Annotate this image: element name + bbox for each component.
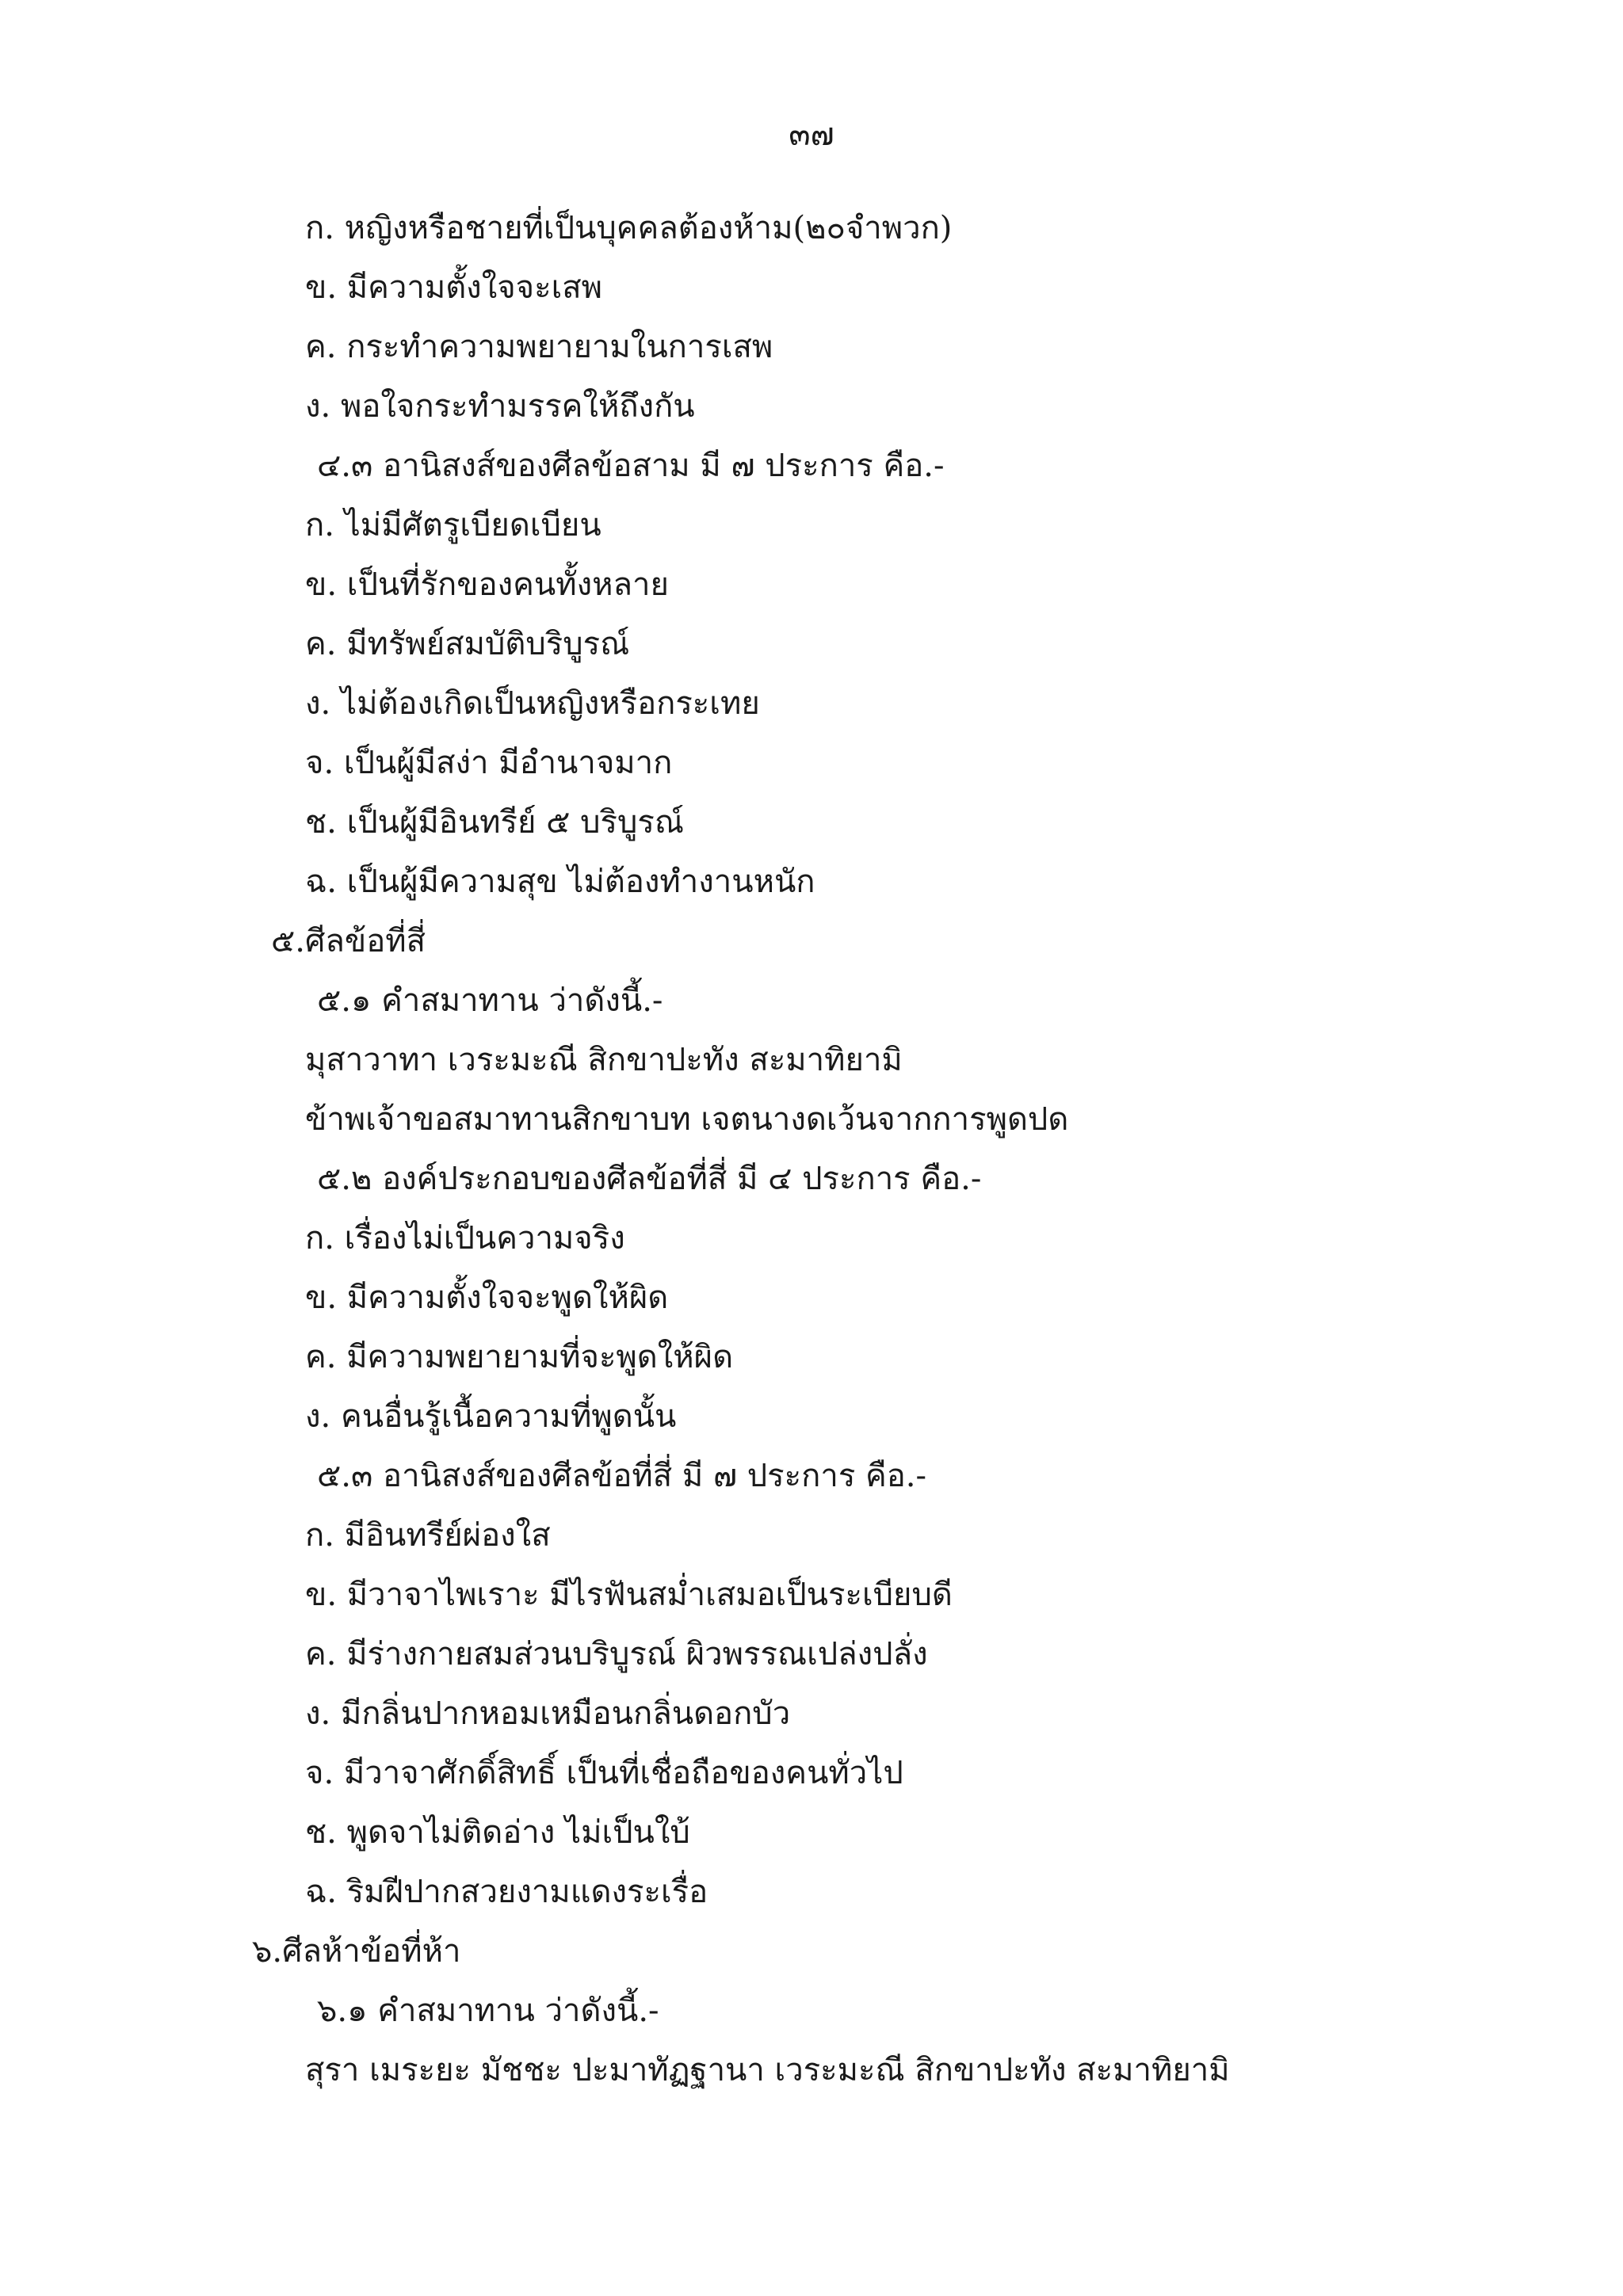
text-line: ข. มีวาจาไพเราะ มีไรฟันสม่ำเสมอเป็นระเบียบดี — [305, 1577, 953, 1613]
text-line: ง. มีกลิ่นปากหอมเหมือนกลิ่นดอกบัว — [305, 1695, 791, 1732]
text-line: จ. มีวาจาศักดิ์สิทธิ์ เป็นที่เชื่อถือของคนทั่วไป — [305, 1755, 903, 1791]
text-line: ค. มีความพยายามที่จะพูดให้ผิด — [305, 1339, 734, 1375]
text-line: ง. คนอื่นรู้เนื้อความที่พูดนั้น — [305, 1398, 677, 1435]
text-line: ช. เป็นผู้มีอินทรีย์ ๕ บริบูรณ์ — [305, 804, 685, 841]
text-line: ค. กระทำความพยายามในการเสพ — [305, 329, 773, 365]
text-line: ก. เรื่องไม่เป็นความจริง — [305, 1220, 625, 1257]
text-line: ฉ. เป็นผู้มีความสุข ไม่ต้องทำงานหนัก — [305, 864, 815, 900]
text-line: สุรา เมระยะ มัชชะ ปะมาทัฏฐานา เวระมะณี สิกขาปะทัง สะมาทิยามิ — [305, 2052, 1230, 2088]
text-line: ค. มีร่างกายสมส่วนบริบูรณ์ ผิวพรรณเปล่งปลั่ง — [305, 1636, 928, 1672]
text-line: ค. มีทรัพย์สมบัติบริบูรณ์ — [305, 626, 630, 662]
text-line: ข. มีความตั้งใจจะพูดให้ผิด — [305, 1280, 669, 1316]
text-line: ช. พูดจาไม่ติดอ่าง ไม่เป็นใบ้ — [305, 1814, 690, 1851]
section-heading: ๖.ศีลห้าข้อที่ห้า — [252, 1933, 461, 1970]
subheading-line: ๕.๓ อานิสงส์ของศีลข้อที่สี่ มี ๗ ประการ คือ.- — [317, 1458, 927, 1494]
text-line: ก. หญิงหรือชายที่เป็นบุคคลต้องห้าม(๒๐จำพวก) — [305, 210, 953, 246]
text-line: ข. เป็นที่รักของคนทั้งหลาย — [305, 566, 669, 603]
subheading-line: ๕.๑ คำสมาทาน ว่าดังนี้.- — [317, 982, 663, 1019]
text-line: ข. มีความตั้งใจจะเสพ — [305, 269, 603, 306]
section-heading: ๕.ศีลข้อที่สี่ — [271, 923, 426, 959]
text-line: จ. เป็นผู้มีสง่า มีอำนาจมาก — [305, 745, 673, 781]
subheading-line: ๕.๒ องค์ประกอบของศีลข้อที่สี่ มี ๔ ประการ คือ.- — [317, 1161, 982, 1197]
subheading-line: ๔.๓ อานิสงส์ของศีลข้อสาม มี ๗ ประการ คือ.- — [317, 448, 945, 484]
subheading-line: ๖.๑ คำสมาทาน ว่าดังนี้.- — [317, 1993, 659, 2029]
text-body — [0, 204, 1623, 2106]
text-line: ข้าพเจ้าขอสมาทานสิกขาบท เจตนางดเว้นจากการพูดปด — [305, 1101, 1069, 1138]
text-line: ง. พอใจกระทำมรรคให้ถึงกัน — [305, 388, 695, 425]
text-line: มุสาวาทา เวระมะณี สิกขาปะทัง สะมาทิยามิ — [305, 1042, 903, 1078]
text-line: ฉ. ริมฝีปากสวยงามแดงระเรื่อ — [305, 1874, 708, 1910]
text-line: ง. ไม่ต้องเกิดเป็นหญิงหรือกระเทย — [305, 685, 760, 722]
text-line: ก. มีอินทรีย์ผ่องใส — [305, 1517, 551, 1554]
text-line: ก. ไม่มีศัตรูเบียดเบียน — [305, 507, 601, 543]
page-number: ๓๗ — [789, 116, 834, 153]
